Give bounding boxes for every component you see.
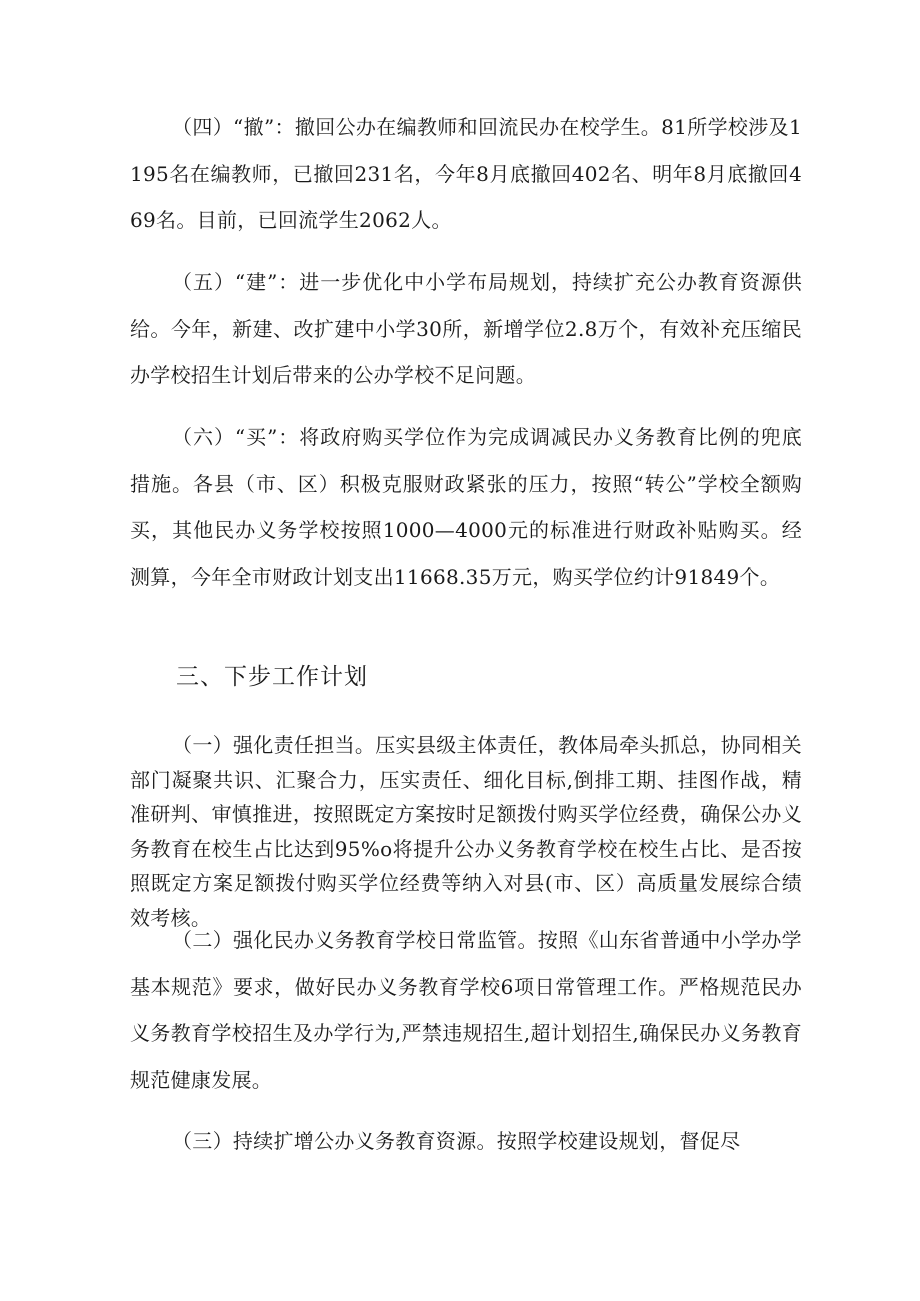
paragraph-item-5-build: （五）“建”：进一步优化中小学布局规划，持续扩充公办教育资源供给。今年，新建、改扩建中小学30所，新增学位2.8万个，有效补充压缩民办学校招生计划后带来的公办学校不足问题。 (130, 270, 802, 387)
paragraph-plan-3-resources: （三）持续扩增公办义务教育资源。按照学校建设规划，督促尽 (172, 1129, 741, 1153)
paragraph-plan-2-supervision: （二）强化民办义务教育学校日常监管。按照《山东省普通中小学办学基本规范》要求，做好民办义务教育学校6项日常管理工作。严格规范民办义务教育学校招生及办学行为,严禁违规招生,超计划招生,确保民办义务教育规范健康发展。 (130, 928, 802, 1092)
paragraph-item-6-purchase: （六）“买”：将政府购买学位作为完成调减民办义务教育比例的兜底措施。各县（市、区）积极克服财政紧张的压力，按照“转公”学校全额购买，其他民办义务学校按照1000—4000元的标准进行财政补贴购买。经测算，今年全市财政计划支出11668.35万元，购买学位约计91849个。 (130, 425, 802, 589)
paragraph-item-4-withdraw: （四）“撤”：撤回公办在编教师和回流民办在校学生。81所学校涉及1195名在编教师，已撤回231名，今年8月底撤回402名、明年8月底撤回469名。目前，已回流学生2062人。 (130, 115, 802, 232)
paragraph-plan-1-responsibility: （一）强化责任担当。压实县级主体责任，教体局牵头抓总，协同相关部门凝聚共识、汇聚合力，压实责任、细化目标,倒排工期、挂图作战，精准研判、审慎推进，按照既定方案按时足额拨付购买学位经费，确保公办义务教育在校生占比达到95%o将提升公办义务教育学校在校生占比、是否按照既定方案足额拨付购买学位经费等纳入对县(市、区）高质量发展综合绩效考核。 (130, 733, 802, 930)
section-heading-next-steps: 三、下步工作计划 (176, 664, 368, 690)
